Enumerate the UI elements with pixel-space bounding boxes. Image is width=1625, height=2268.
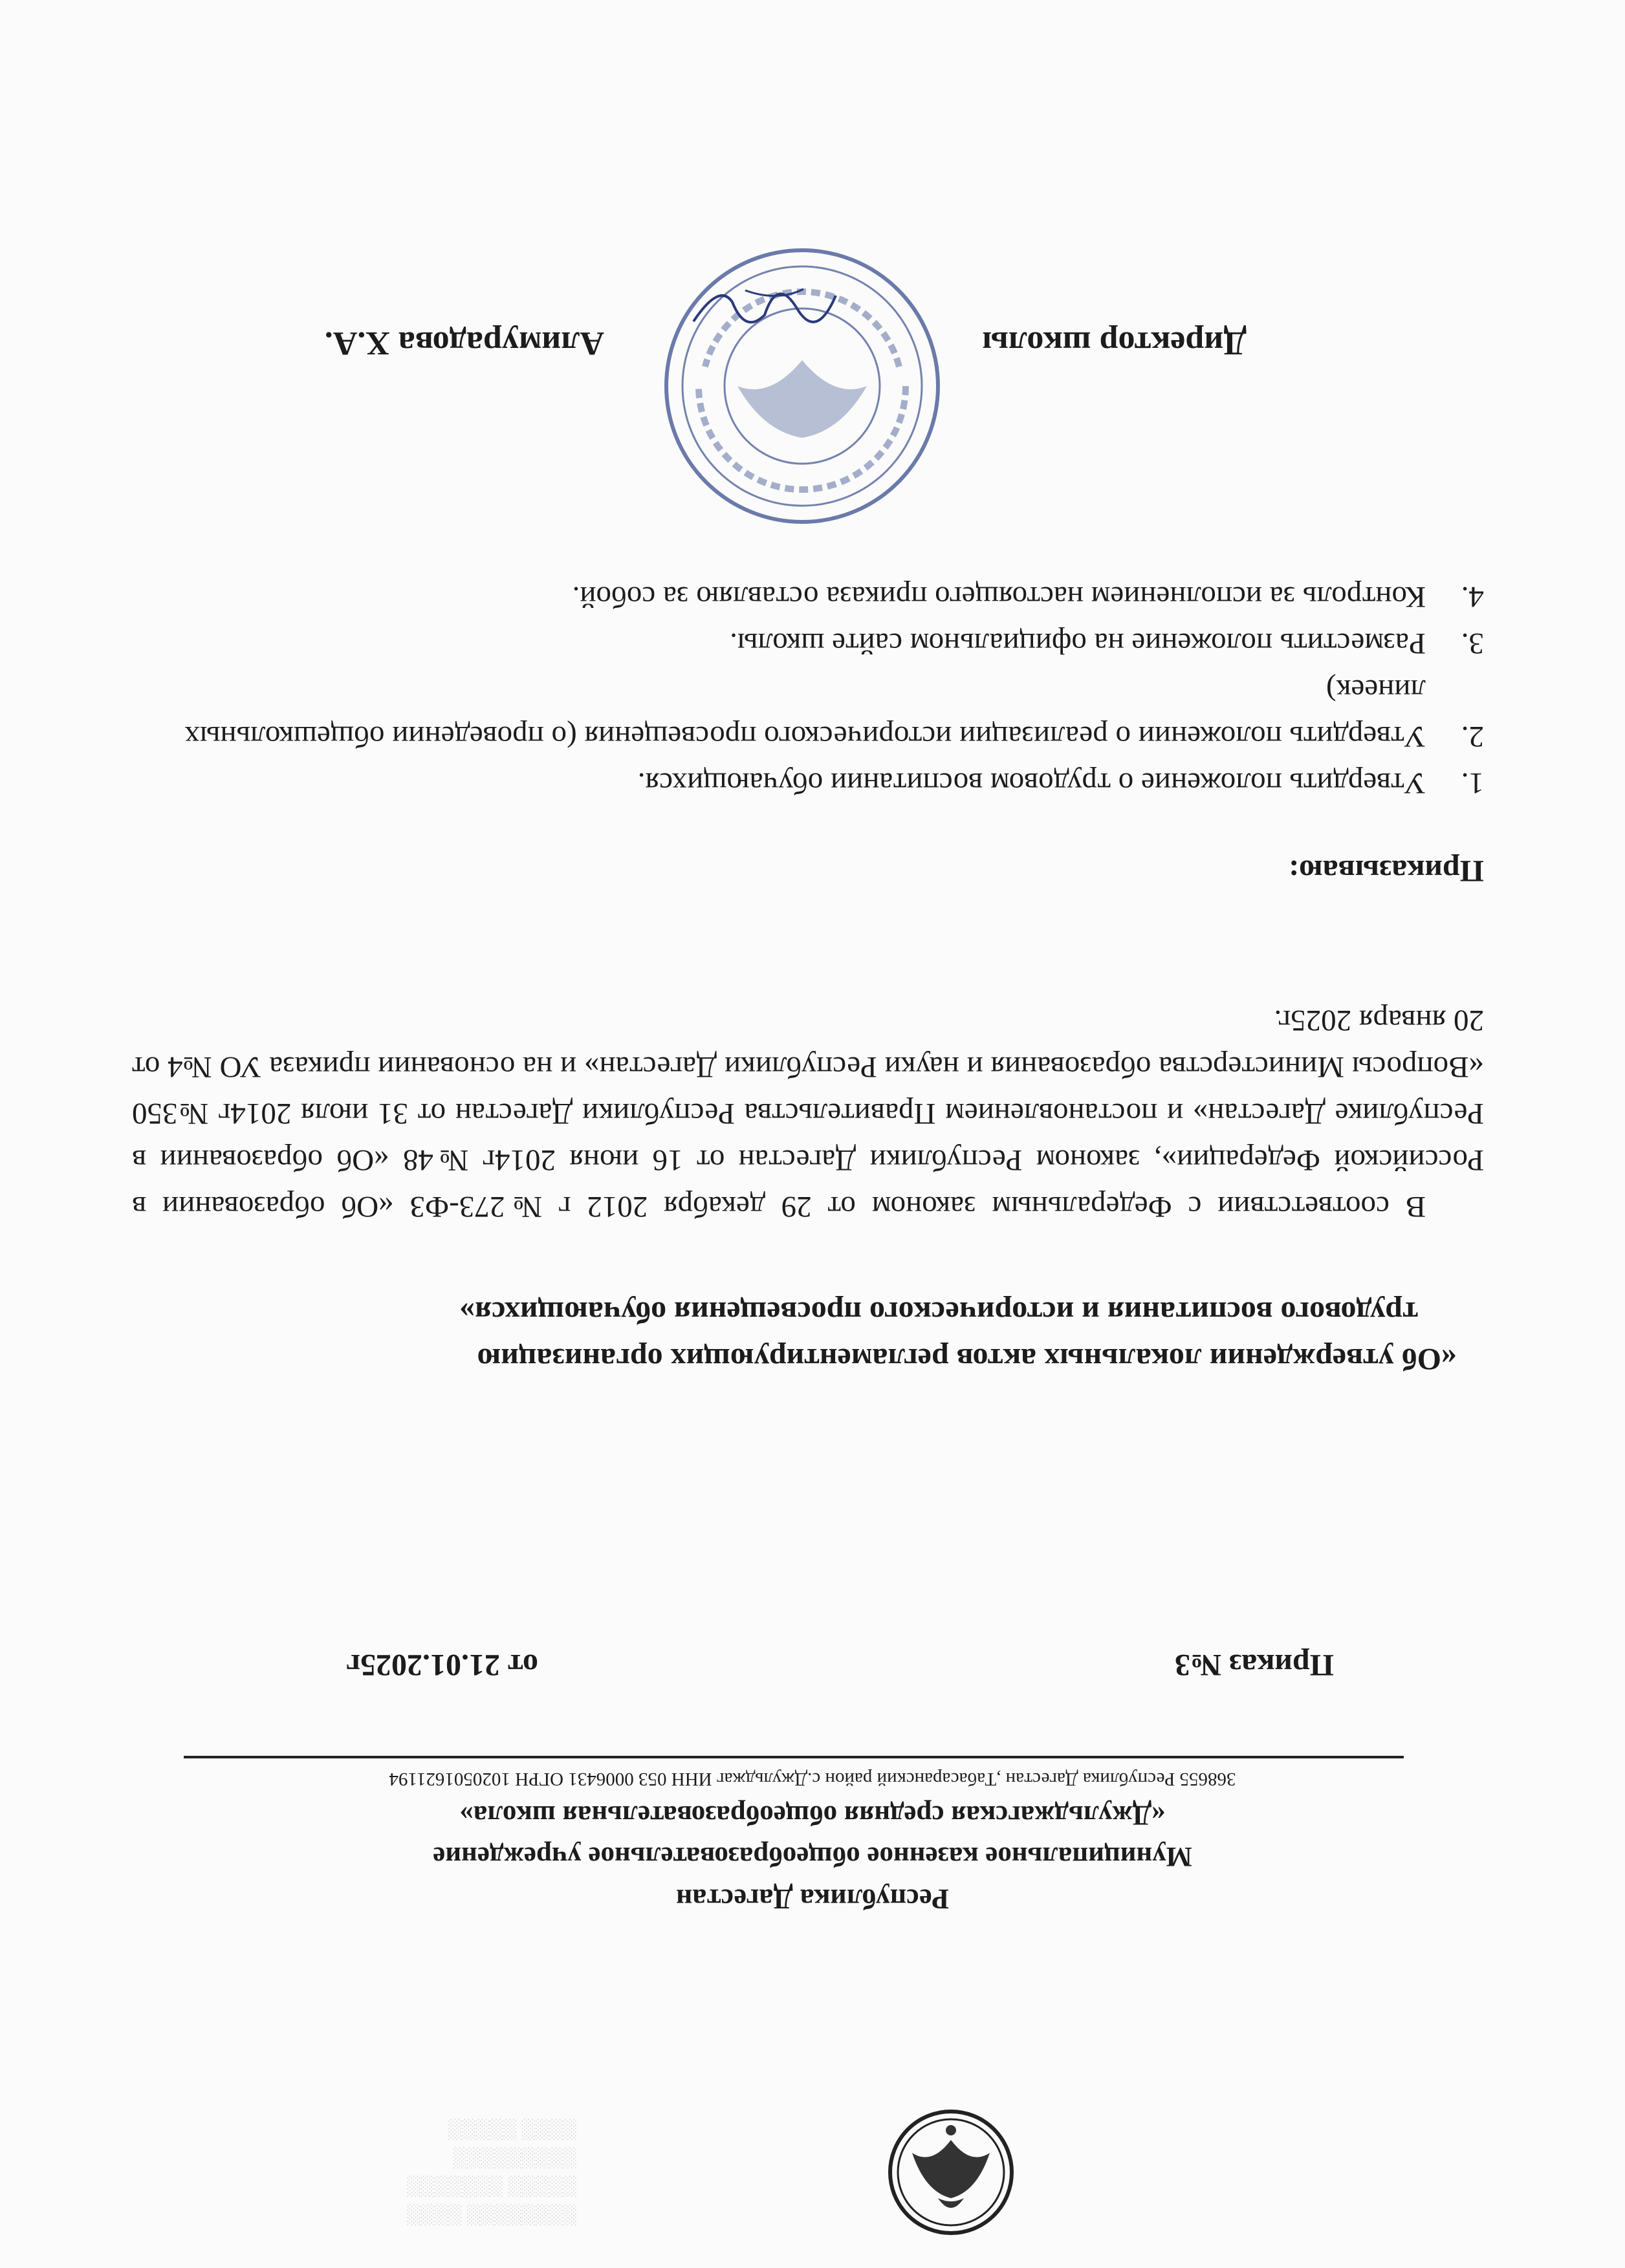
institution-name-line2: «Джульджагская средняя общеобразовательная школа» <box>459 1800 1166 1830</box>
list-item-text: Разместить положение на официальном сайте школы. <box>730 627 1426 660</box>
list-item <box>132 620 1484 667</box>
list-item-number: 2. <box>1461 720 1484 753</box>
signer-name: Алимурадова Х.А. <box>324 325 604 362</box>
institution-name-line1: Муниципальное казенное общеобразовательное учреждение <box>433 1841 1192 1872</box>
institution-address: 368655 Республика Дагестан ,Табасаранский район с.Джульджаг ИНН 053 0006431 ОГРН 1020501621194 <box>389 1769 1236 1789</box>
order-title <box>150 1289 1457 1382</box>
list-item <box>132 574 1484 620</box>
order-items-list <box>132 574 1484 806</box>
coat-of-arms-icon <box>886 2108 1016 2237</box>
bleed-through-text: ░░░░░░░░ ░░░░ ░░░░░ ░░░░░░░ ░░░░░░░░░ ░░░░ ░░░░░ <box>407 2119 577 2226</box>
order-title-line1: «Об утверждении локальных актов регламентирующих организацию <box>477 1342 1457 1376</box>
list-item-number: 4. <box>1461 580 1484 614</box>
list-item-text: Утвердить положение о трудовом воспитании обучающихся. <box>637 766 1426 800</box>
list-item-text: Контроль за исполнением настоящего приказа оставляю за собой. <box>572 580 1426 614</box>
list-item-number: 1. <box>1461 766 1484 800</box>
orders-label: Приказываю: <box>1289 854 1484 888</box>
list-item <box>132 760 1484 806</box>
order-preamble: В соответствии с Федеральным законом от 29 декабря 2012 г №273-ФЗ «Об образовании в Российской Федерации», законом Республики Дагестан от 16 июня 2014г №48 «Об образовании в Республике Дагестан» и постановлением Правительства Республики Дагестан от 31 июля 2014г №350 «Вопросы Министерства образования и науки Республики Дагестан» и на основании приказа УО №4 от 20 января 2025г. <box>132 1004 1484 1224</box>
handwritten-signature-icon <box>687 276 842 347</box>
list-item-text: Утвердить положении о реализации исторического просвещения (о проведении общешкольных линеек) <box>184 673 1426 753</box>
republic-name: Республика Дагестан <box>675 1883 950 1915</box>
list-item-number: 3. <box>1461 627 1484 660</box>
order-number: Приказ №3 <box>1174 1648 1334 1682</box>
list-item <box>132 667 1484 760</box>
order-date: от 21.01.2025г <box>346 1648 538 1682</box>
order-title-line2: трудового воспитания и исторического просвещения обучающихся» <box>459 1295 1418 1330</box>
header-divider <box>184 1756 1404 1758</box>
signer-title: Директор школы <box>982 325 1247 362</box>
